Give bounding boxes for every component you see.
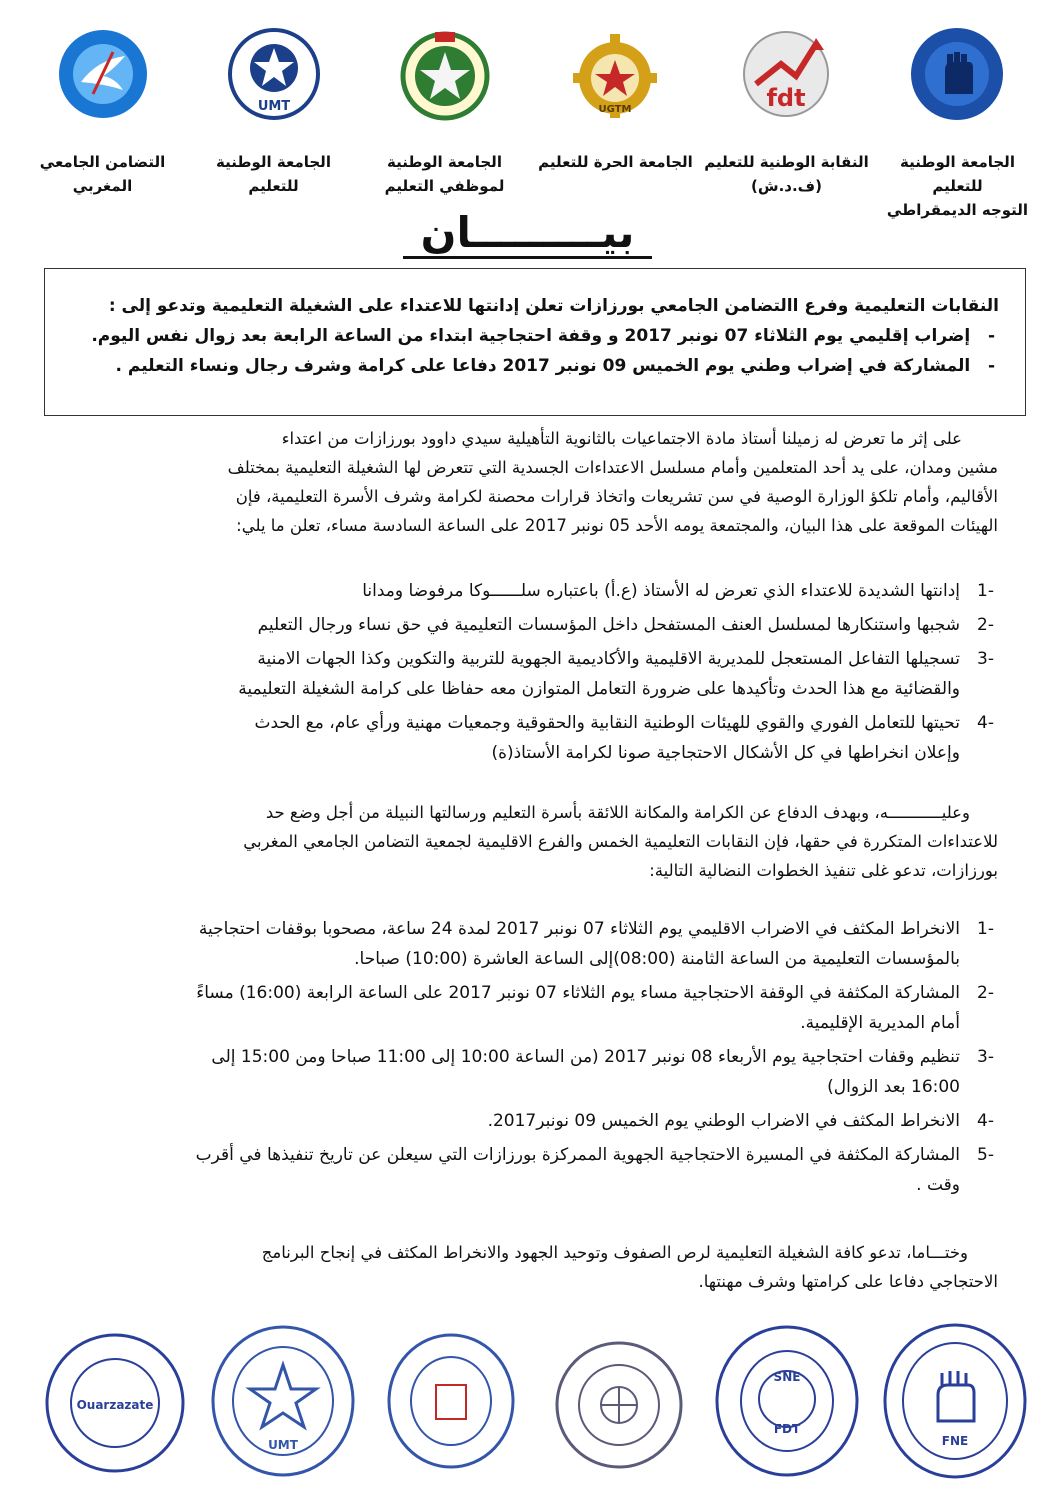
document-title: بيـــــــــان xyxy=(0,206,1055,260)
summary-box xyxy=(44,268,1026,416)
steps-list xyxy=(64,914,996,1200)
svg-text:SNE: SNE xyxy=(773,1370,801,1384)
org-name: التضامن الجامعي المغربي xyxy=(39,153,166,195)
sne-fdt-stamp xyxy=(712,1316,862,1486)
list-item: -3 تنظيم وقفات احتجاجية يوم الأربعاء 08 نونبر 2017 (من الساعة 10:00 إلى 11:00 صباحا ومن 15:00 إلى 16:00 بعد الزوال) xyxy=(211,1047,994,1097)
svg-text:UMT: UMT xyxy=(257,99,290,114)
org-name: الجامعة الحرة للتعليم xyxy=(538,153,693,171)
announcements-list xyxy=(64,576,996,768)
free-federation-stamp xyxy=(544,1316,694,1486)
closing-paragraph: وختـــاما، تدعو كافة الشغيلة التعليمية لرص الصفوف وتوحيد الجهود والانخراط المكثف في إنجاح البرنامج الاحتجاجي دفاعا على كرامتها وشرف مهنتها. xyxy=(261,1243,998,1291)
umt-stamp xyxy=(208,1316,358,1486)
summary-item: - المشاركة في إضراب وطني يوم الخميس 09 نونبر 2017 دفاعا على كرامة وشرف رجال ونساء التعليم . xyxy=(115,356,995,376)
org-name: الجامعة الوطنية للتعليم xyxy=(216,153,331,195)
demands-paragraph: وعليـــــــــــه، وبهدف الدفاع عن الكرامة والمكانة اللائقة بأسرة التعليم ورسالتها النبيلة من أجل وضع حد للاعتداءات المتكررة في حقها، فإن النقابات التعليمية الخمس والفرع الاقليمية لجمعية التضامن الجامعي المغربي بورزازات، تدعو غلى تنفيذ الخطوات النضالية التالية: xyxy=(243,803,998,880)
summary-intro: النقابات التعليمية وفرع االتضامن الجامعي بورزازات تعلن إدانتها للاعتداء على الشغيلة التعليمية وتدعو إلى : xyxy=(108,296,999,316)
sum-bird-logo xyxy=(48,24,158,124)
list-item: -1 الانخراط المكثف في الاضراب الاقليمي يوم الثلاثاء 07 نونبر 2017 لمدة 24 ساعة، مصحوبا بوقفات احتجاجية بالمؤسسات التعليمية من الساعة الثامنة (08:00)إلى الساعة العاشرة (10:00) صباحا. xyxy=(198,919,994,969)
org-name: الجامعة الوطنية للتعليم التوجه الديمقراطي xyxy=(886,153,1029,219)
svg-text:UGTM: UGTM xyxy=(598,104,632,115)
sum-stamp xyxy=(40,1316,190,1486)
logos-row xyxy=(30,18,1030,130)
fne-stamp xyxy=(880,1316,1030,1486)
org-name: الجامعة الوطنية لموظفي التعليم xyxy=(384,153,505,195)
list-item: -4 تحيتها للتعامل الفوري والقوي للهيئات الوطنية النقابية والحقوقية وجمعيات مهنية ورأي عام، مع الحدث وإعلان انخراطها في كل الأشكال الاحتجاجية صونا لكرامة الأستاذ(ة) xyxy=(254,713,994,763)
list-item: -2 المشاركة المكثفة في الوقفة الاحتجاجية مساء يوم الثلاثاء 07 نونبر 2017 على الساعة الرابعة (16:00) مساءً أمام المديرية الإقليمية. xyxy=(196,983,994,1033)
svg-text:FDT: FDT xyxy=(773,1422,801,1436)
intro-paragraph: على إثر ما تعرض له زميلنا أستاذ مادة الاجتماعيات بالثانوية التأهيلية سيدي داوود بورزازات من اعتداء مشين ومدان، على يد أحد المتعلمين وأمام مسلسل الاعتداءات الجسدية التي تتعرض لها الشغيلة التعليمية بمختلف الأقاليم، وأمام تلكؤ الوزارة الوصية في سن تشريعات واتخاذ قرارات محصنة لكرامة وشرف الأسرة التعليمية، فإن الهيئات الموقعة على هذا البيان، والمجتمعة يومه الأحد 05 نونبر 2017 على الساعة السادسة مساء، تعلن ما يلي: xyxy=(227,429,998,535)
umt-star-logo xyxy=(219,24,329,124)
org-name: النقابة الوطنية للتعليم (ف.د.ش) xyxy=(704,153,869,195)
list-item: -5 المشاركة المكثفة في المسيرة الاحتجاجية الجهوية الممركزة بورزازات التي سيعلن عن تاريخ تنفيذها في أقرب وقت . xyxy=(195,1145,994,1195)
svg-text:Ouarzazate: Ouarzazate xyxy=(76,1398,154,1412)
fnfe-stamp xyxy=(376,1316,526,1486)
list-item: -2 شجبها واستنكارها لمسلسل العنف المستفحل داخل المؤسسات التعليمية في حق نساء ورجال التعليم xyxy=(257,615,994,635)
list-item: -4 الانخراط المكثف في الاضراب الوطني يوم الخميس 09 نونبر2017. xyxy=(487,1111,994,1131)
fdt-logo xyxy=(731,24,841,124)
svg-text:UMT: UMT xyxy=(268,1438,298,1452)
ugtm-gear-logo xyxy=(560,24,670,124)
list-item: -3 تسجيلها التفاعل المستعجل للمديرية الاقليمية والأكاديمية الجهوية للتربية والتكوين وكذا الجهات الامنية والقضائية مع هذا الحدث وتأكيدها على ضرورة التعامل المتوازن معه حفاظا على كرامة الشغيلة التعليمية xyxy=(238,649,994,699)
svg-text:fdt: fdt xyxy=(766,84,806,112)
fne-fist-logo xyxy=(902,24,1012,124)
list-item: -1 إدانتها الشديدة للاعتداء الذي تعرض له الأستاذ (ع.أ) باعتباره سلــــــوكا مرفوضا ومدانا xyxy=(362,581,994,601)
stamps-row xyxy=(40,1296,1030,1506)
fnfe-star-logo xyxy=(390,24,500,124)
svg-text:FNE: FNE xyxy=(941,1434,969,1448)
summary-item: - إضراب إقليمي يوم الثلاثاء 07 نونبر 2017 و وقفة احتجاجية ابتداء من الساعة الرابعة بعد زوال نفس اليوم. xyxy=(91,326,995,346)
